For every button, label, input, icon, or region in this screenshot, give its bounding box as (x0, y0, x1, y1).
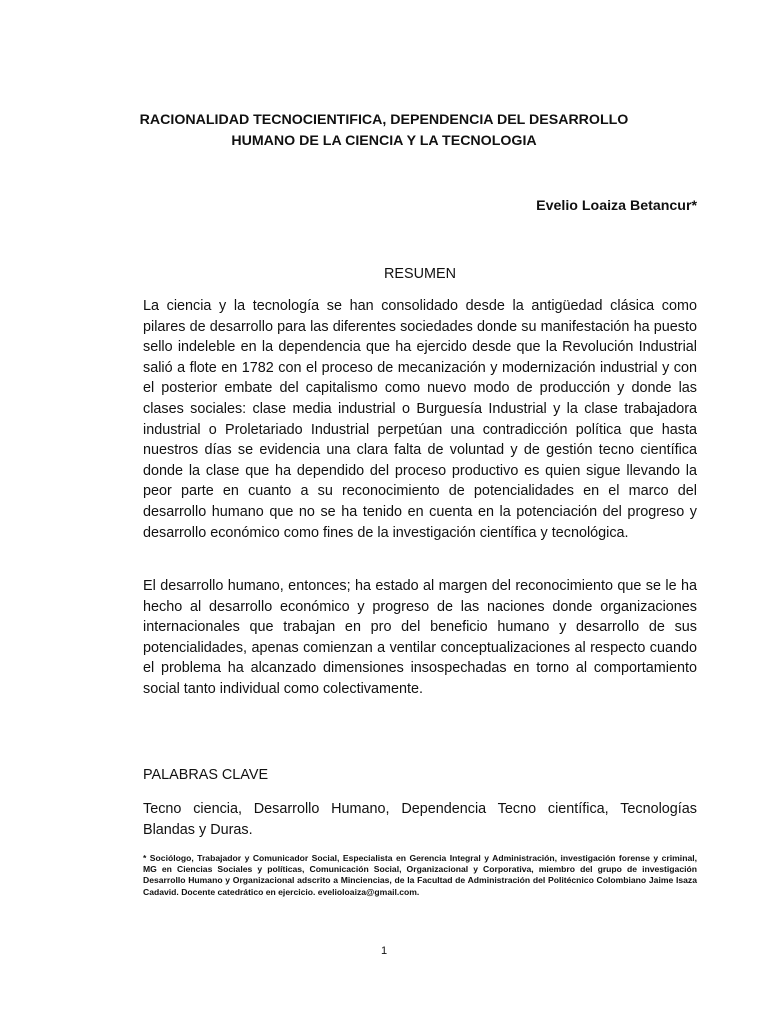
document-title: RACIONALIDAD TECNOCIENTIFICA, DEPENDENCIA DEL DESARROLLO HUMANO DE LA CIENCIA Y LA TECNOLOGIA (139, 112, 629, 149)
keywords-text: Tecno ciencia, Desarrollo Humano, Dependencia Tecno científica, Tecnologías Blandas y Duras. (143, 801, 697, 838)
abstract-paragraph-1: La ciencia y la tecnología se han consolidado desde la antigüedad clásica como pilares de desarrollo para las diferentes sociedades donde su manifestación ha puesto sello indeleble en la dependencia que ha ejercido desde que la Revolución Industrial salió a flote en 1782 con el proceso de mecanización y modernización industrial y con el posterior embate del capitalismo como nuevo modo de producción y donde las clases sociales: clase media industrial o Burguesía Industrial y la clase trabajadora industrial o Proletariado Industrial perpetúan una contradicción política que hasta nuestros días se evidencia una clara falta de voluntad y de gestión tecno científica donde la clase que ha dependido del proceso productivo es quien sigue llevando la peor parte en cuanto a su reconocimiento de potencialidades en el marco del desarrollo humano que no se ha tenido en cuenta en la potenciación del progreso y desarrollo económico como fines de la investigación científica y tecnológica. (143, 298, 697, 541)
page-number: 1 (380, 945, 388, 957)
abstract-heading: RESUMEN (384, 266, 456, 282)
author-footnote: * Sociólogo, Trabajador y Comunicador Social, Especialista en Gerencia Integral y Administración, investigación forense y criminal, MG en Ciencias Sociales y políticas, Comunicación Social, Organizacional y Corporativa, miembro del grupo de investigación Desarrollo Humano y Organizacional adscrito a Minciencias, de la Facultad de Administración del Politécnico Colombiano Jaime Isaza Cadavid. Docente catedrático en ejercicio. evelioloaiza@gmail.com. (143, 853, 697, 897)
abstract-paragraph-2: El desarrollo humano, entonces; ha estado al margen del reconocimiento que se le ha hecho al desarrollo económico y progreso de las naciones donde organizaciones internacionales que trabajan en pro del beneficio humano y desarrollo de sus potencialidades, apenas comienzan a ventilar conceptualizaciones al respecto cuando el problema ha alcanzado dimensiones insospechadas en torno al comportamiento social tanto individual como colectivamente. (143, 578, 697, 697)
keywords-heading: PALABRAS CLAVE (143, 767, 269, 783)
author-name: Evelio Loaiza Betancur* (536, 198, 697, 214)
